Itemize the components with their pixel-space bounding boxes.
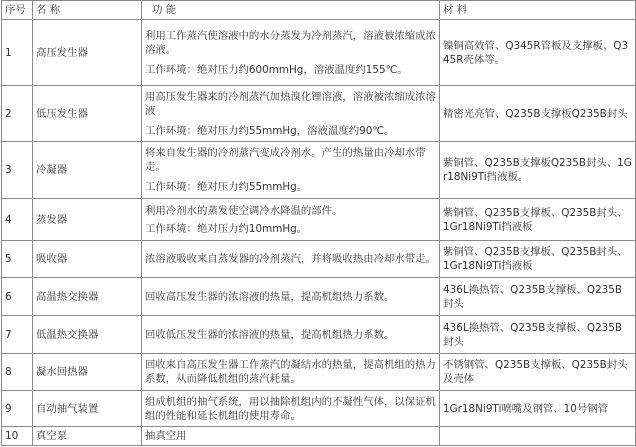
row-material: 不锈钢管、Q235B支撑板、Q235B封头及壳体 xyxy=(440,354,636,391)
row-name: 自动抽气装置 xyxy=(33,391,142,427)
row-function: 回收来自高压发生器工作蒸汽的凝结水的热量，提高机组的热力系数，从而降低机组的蒸汽耗量。 xyxy=(142,354,440,391)
row-material: 镍铜高效管、Q345R管板及支撑板、Q345R壳体等。 xyxy=(440,20,636,86)
row-name: 低压发生器 xyxy=(33,86,142,142)
function-text: 利用工作蒸汽使溶液中的水分蒸发为冷剂蒸汽，溶液被浓缩成浓溶液。 xyxy=(145,29,436,56)
row-material xyxy=(440,427,636,446)
table-row xyxy=(2,278,636,316)
table-row xyxy=(2,142,636,199)
header-row xyxy=(2,1,636,20)
environment-text: 工作环境：绝对压力约55mmHg，溶液温度约90℃。 xyxy=(145,124,395,137)
row-name: 高压发生器 xyxy=(33,20,142,86)
row-number: 6 xyxy=(2,278,33,316)
row-function: 回收高压发生器的浓溶液的热量，提高机组热力系数。 xyxy=(142,278,440,316)
row-name: 真空泵 xyxy=(33,427,142,446)
component-spec-table xyxy=(1,0,636,446)
row-number: 1 xyxy=(2,20,33,86)
row-number: 8 xyxy=(2,354,33,391)
environment-text: 工作环境：绝对压力约55mmHg。 xyxy=(145,181,308,193)
row-name: 低温热交换器 xyxy=(33,316,142,354)
row-name: 蒸发器 xyxy=(33,199,142,241)
row-name: 冷凝器 xyxy=(33,142,142,199)
row-material: 精密光亮管、Q235B支撑板Q235B封头 xyxy=(440,86,636,142)
row-material: 436L换热管、Q235B支撑板、Q235B封头 xyxy=(440,278,636,316)
table-row xyxy=(2,86,636,142)
table-row xyxy=(2,354,636,391)
function-text: 利用冷剂水的蒸发使空调冷水降温的部件。 xyxy=(145,204,343,217)
row-number: 9 xyxy=(2,391,33,427)
row-function xyxy=(142,20,440,86)
row-material: 1Gr18Ni9Ti喷嘴及钢管、10号钢管 xyxy=(440,391,636,427)
row-name: 凝水回热器 xyxy=(33,354,142,391)
function-text: 将来自发生器的冷剂蒸汽变成冷剂水。产生的热量由冷却水带走。 xyxy=(145,147,426,173)
table-row xyxy=(2,241,636,278)
row-function: 浓溶液吸收来自蒸发器的冷剂蒸汽，并将吸收热由冷却水带走。 xyxy=(142,241,440,278)
function-text: 用高压发生器来的冷剂蒸汽加热溴化锂溶液，溶液被浓缩成浓溶液 xyxy=(145,90,436,117)
row-function: 回收低压发生器的浓溶液的热量，提高机组热力系数。 xyxy=(142,316,440,354)
row-function xyxy=(142,199,440,241)
row-number: 10 xyxy=(2,427,33,446)
environment-text: 工作环境：绝对压力约600mmHg，溶液温度约155℃。 xyxy=(145,63,408,76)
row-number: 4 xyxy=(2,199,33,241)
row-material: 紫铜管、Q235B支撑板、Q235B封头、1Gr18Ni9Ti挡液板 xyxy=(440,199,636,241)
row-name: 吸收器 xyxy=(33,241,142,278)
header-function: 功 能 xyxy=(142,1,440,20)
row-number: 2 xyxy=(2,86,33,142)
table-row xyxy=(2,427,636,446)
header-number: 序号 xyxy=(2,1,33,20)
row-function xyxy=(142,86,440,142)
row-function xyxy=(142,142,440,199)
table-row xyxy=(2,316,636,354)
table-row xyxy=(2,20,636,86)
row-material: 紫铜管、Q235B支撑板、Q235B封头、1Gr18Ni9Ti挡液板 xyxy=(440,241,636,278)
row-name: 高温热交换器 xyxy=(33,278,142,316)
row-function: 抽真空用 xyxy=(142,427,440,446)
header-name: 名 称 xyxy=(33,1,142,20)
row-number: 3 xyxy=(2,142,33,199)
row-number: 7 xyxy=(2,316,33,354)
environment-text: 工作环境：绝对压力约10mmHg。 xyxy=(145,222,308,235)
table-row xyxy=(2,391,636,427)
row-number: 5 xyxy=(2,241,33,278)
table-row xyxy=(2,199,636,241)
header-material: 材 料 xyxy=(440,1,636,20)
row-material: 紫铜管、Q235B支撑板Q235B封头、1Gr18Ni9Ti挡液板。 xyxy=(440,142,636,199)
row-function: 组成机组的抽气系统，用以抽除机组内的不凝性气体，以保证机组的性能和延长机组的使用寿命。 xyxy=(142,391,440,427)
row-material: 436L换热管、Q235B支撑板、Q235B封头 xyxy=(440,316,636,354)
